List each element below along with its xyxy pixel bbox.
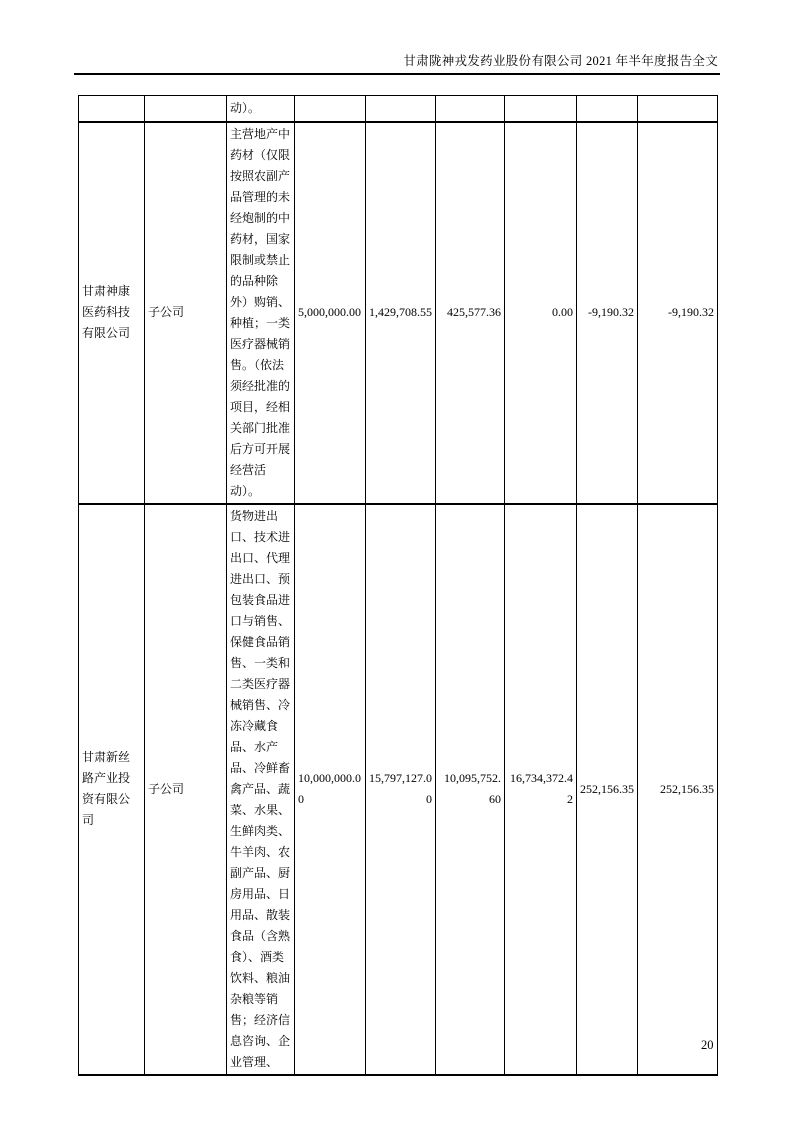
cell-total-assets xyxy=(366,96,436,122)
table-row-xinsilu xyxy=(79,504,718,1075)
cell-net-assets xyxy=(436,96,505,122)
cell-company-type xyxy=(145,96,227,122)
cell-main-business: 动）。 xyxy=(227,96,295,122)
cell-company-name: 甘肃神康医药科技有限公司 xyxy=(79,122,145,504)
cell-main-business: 货物进出口、技术进出口、代理进出口、预包装食品进口与销售、保健食品销售、一类和二类医疗器械销售、冷冻冷藏食品、水产品、冷鲜畜禽产品、蔬菜、水果、生鲜肉类、牛羊肉、农副产品、厨房用品、日用品、散装食品（含熟食）、酒类饮料、粮油杂粮等销售；经济信息咨询、企业管理、 xyxy=(227,504,295,1075)
cell-company-type: 子公司 xyxy=(145,122,227,504)
cell-registered-capital: 10,000,000.00 xyxy=(295,504,366,1075)
subsidiaries-table xyxy=(78,95,718,1076)
cell-net-assets: 425,577.36 xyxy=(436,122,505,504)
cell-registered-capital: 5,000,000.00 xyxy=(295,122,366,504)
cell-net-assets: 10,095,752.60 xyxy=(436,504,505,1075)
cell-company-name: 甘肃新丝路产业投资有限公司 xyxy=(79,504,145,1075)
page-header-title: 甘肃陇神戎发药业股份有限公司 2021 年半年度报告全文 xyxy=(403,54,718,68)
page-number: 20 xyxy=(701,1038,714,1052)
cell-registered-capital xyxy=(295,96,366,122)
cell-operating-profit xyxy=(577,96,638,122)
table-row-continuation xyxy=(79,96,718,122)
cell-operating-profit: -9,190.32 xyxy=(577,122,638,504)
table-row-shenkang xyxy=(79,122,718,504)
cell-company-type: 子公司 xyxy=(145,504,227,1075)
cell-net-profit: -9,190.32 xyxy=(638,122,718,504)
cell-net-profit: 252,156.35 xyxy=(638,504,718,1075)
header-rule xyxy=(74,73,720,75)
cell-total-assets: 15,797,127.00 xyxy=(366,504,436,1075)
cell-operating-profit: 252,156.35 xyxy=(577,504,638,1075)
cell-operating-revenue: 0.00 xyxy=(505,122,577,504)
cell-company-name xyxy=(79,96,145,122)
cell-operating-revenue: 16,734,372.42 xyxy=(505,504,577,1075)
cell-main-business: 主营地产中药材（仅限按照农副产品管理的未经炮制的中药材，国家限制或禁止的品种除外）购销、种植；一类医疗器械销售。（依法须经批准的项目，经相关部门批准后方可开展经营活动）。 xyxy=(227,122,295,504)
cell-net-profit xyxy=(638,96,718,122)
cell-total-assets: 1,429,708.55 xyxy=(366,122,436,504)
cell-operating-revenue xyxy=(505,96,577,122)
